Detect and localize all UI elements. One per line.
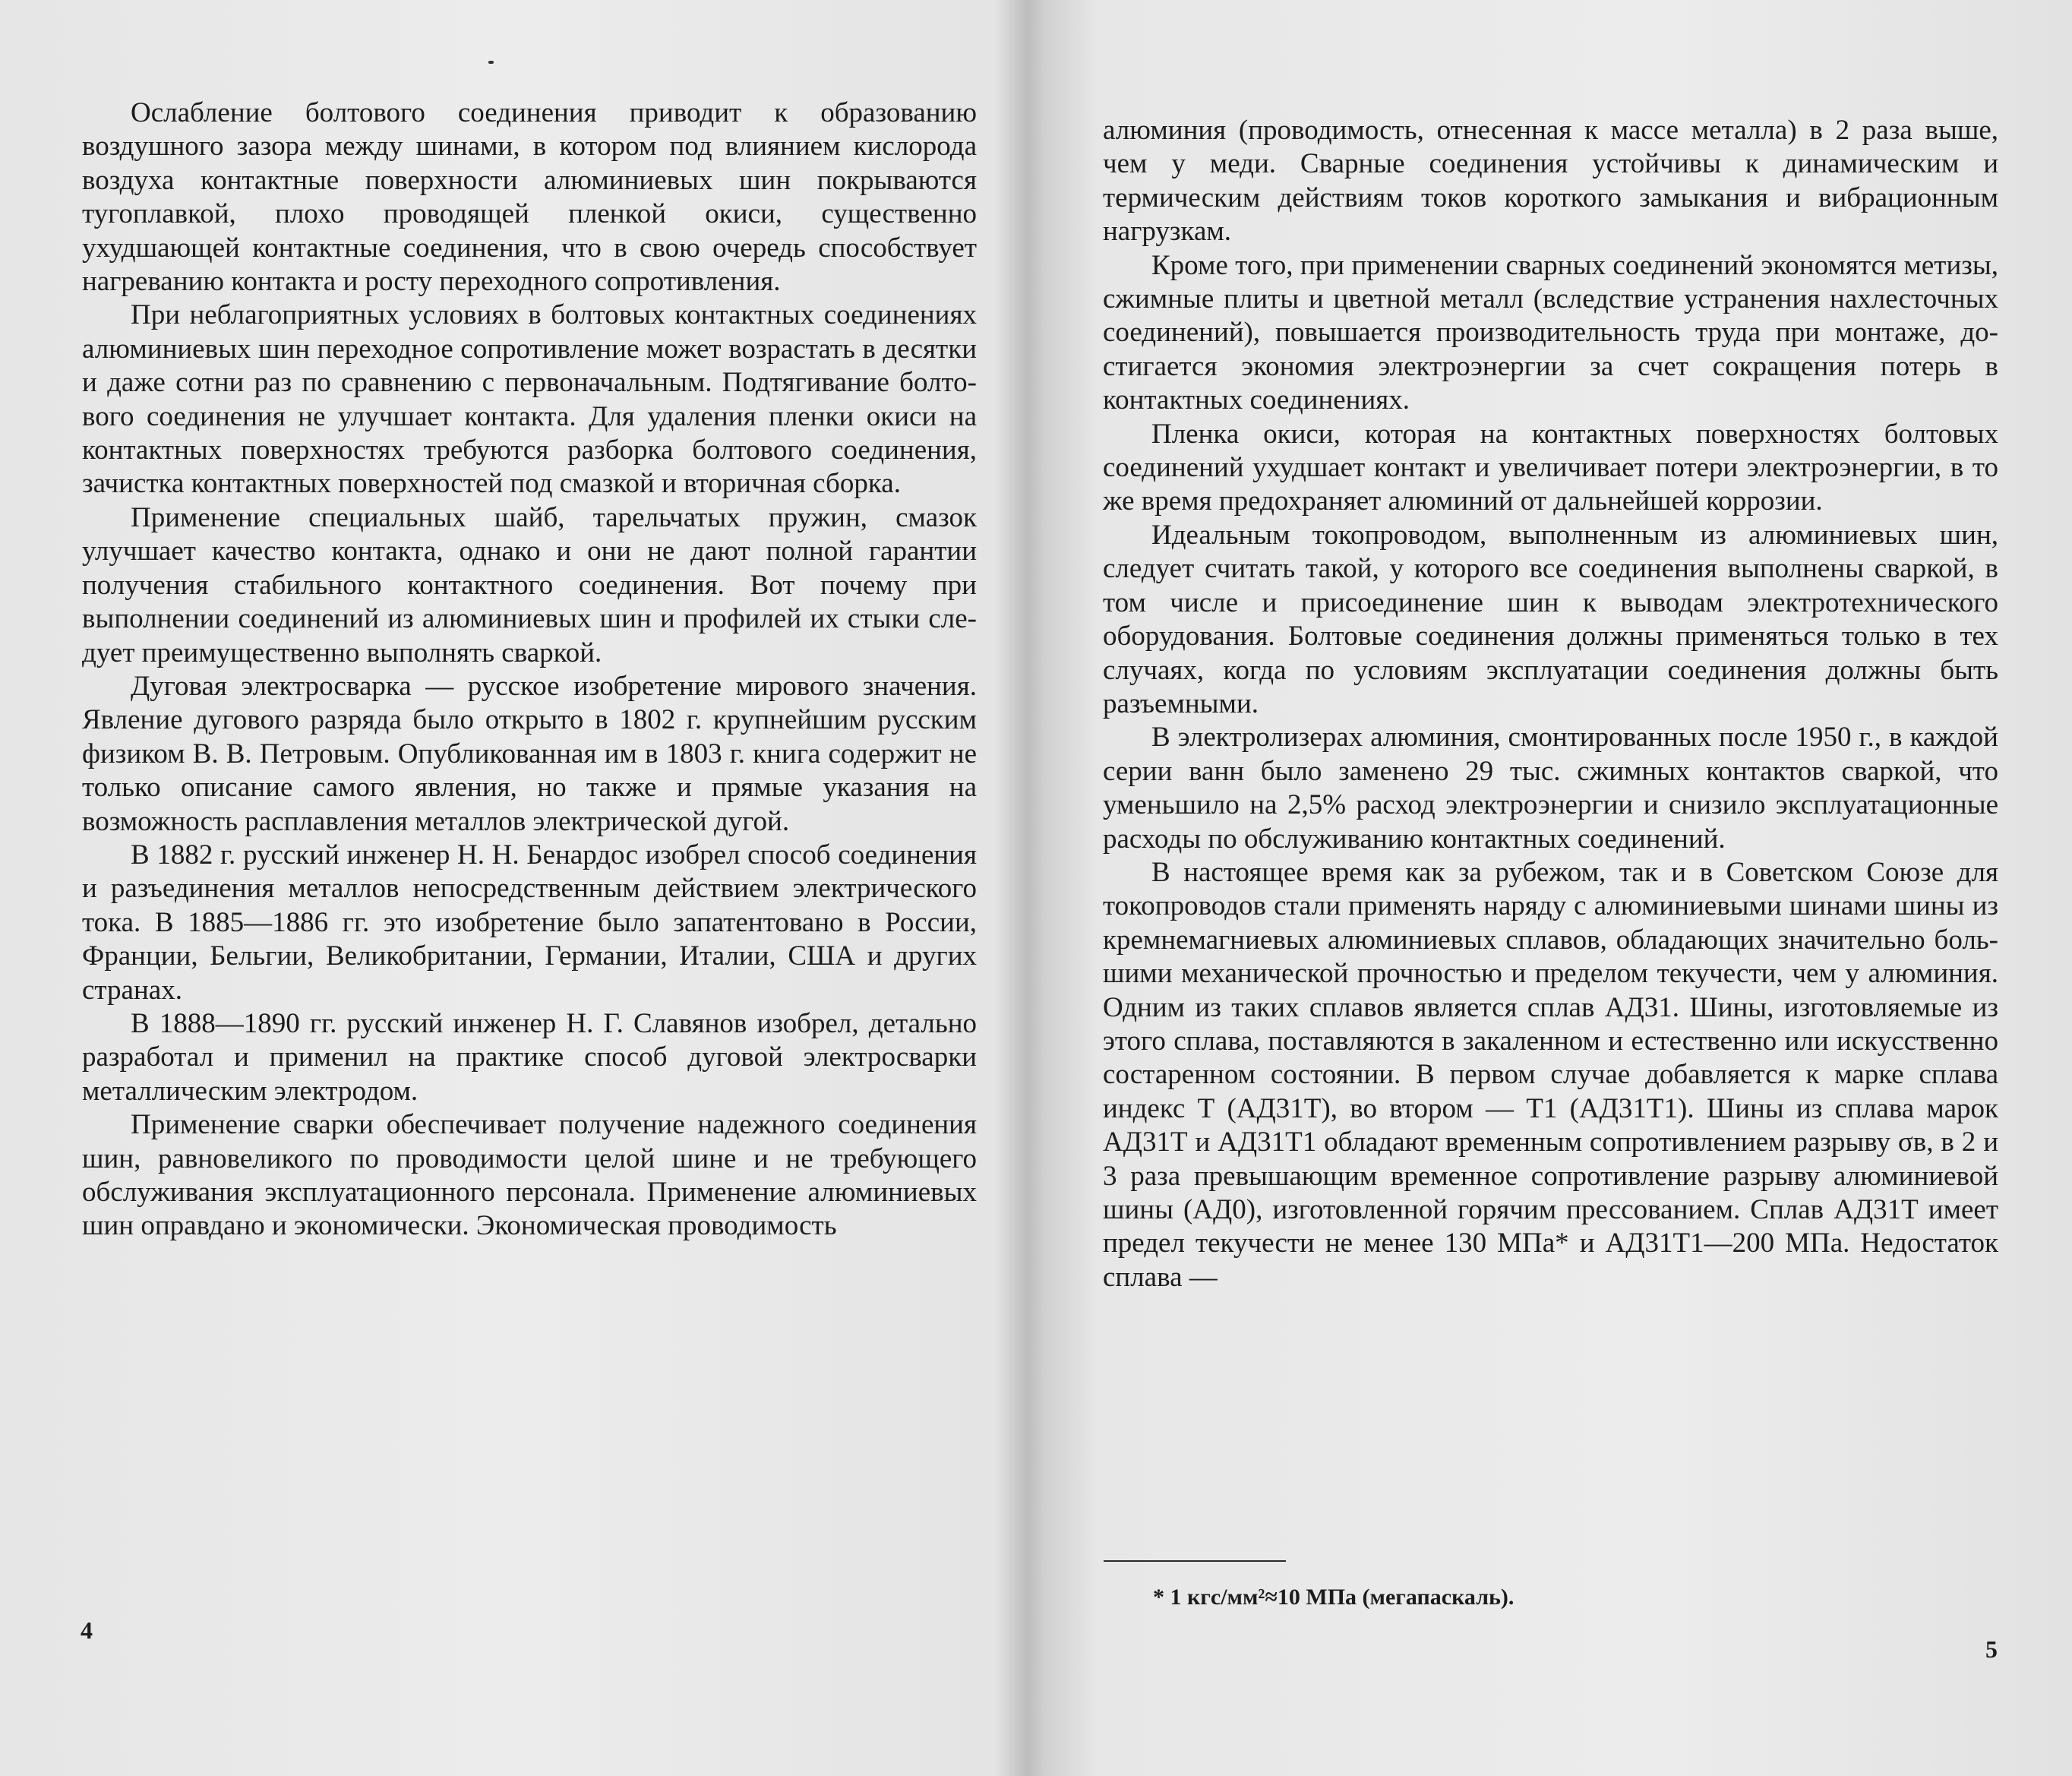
footnote-rule bbox=[1104, 1560, 1286, 1562]
left-page bbox=[0, 0, 1025, 1776]
right-page bbox=[1047, 0, 2072, 1776]
paragraph: Пленка окиси, которая на контактных поверхностях болтовых соединений ухудшает контакт и увеличивает потери электроэнергии, в то же время предохраняет алюминий от дальнейшей коррозии. bbox=[1103, 418, 1998, 517]
page-number: 5 bbox=[1985, 1635, 1998, 1663]
paragraph: Кроме того, при применении сварных соединений экономятся метизы, сжимные плиты и цветной металл (вследствие устранения нахлесточных соединений), повышается производительность труда при монтаже, достигается экономия электроэнергии за счет сокращения потерь в контактных соединениях. bbox=[1103, 249, 1998, 416]
paragraph: Применение специальных шайб, тарельчатых пружин, смазок улучшает качество контакта, однако и они не дают полной гарантии получения стабильного контактного соединения. Вот почему при выполнении соединений из алюминиевых шин и профилей их стыки следует преимущественно выполнять сваркой. bbox=[82, 501, 977, 668]
paragraph: Идеальным токопроводом, выполненным из алюминиевых шин, следует считать такой, у которого все соединения выполнены сваркой, в том числе и присоединение шин к выводам электротехнического оборудования. Болтовые соединения должны применяться только в тех случаях, когда по условиям эксплуатации соединения должны быть разъемными. bbox=[1103, 519, 1998, 719]
paragraph: Дуговая электросварка — русское изобретение мирового значения. Явление дугового разряда было открыто в 1802 г. крупнейшим русским физиком В. В. Петровым. Опубликованная им в 1803 г. книга содержит не только описание самого явления, но также и прямые указания на возможность расплавления металлов электрической дугой. bbox=[82, 670, 977, 837]
paragraph: Ослабление болтового соединения приводит к образованию воздушного зазора между шинами, в котором под влиянием кислорода воздуха контактные поверхности алюминиевых шин покрываются тугоплавкой, плохо проводящей пленкой окиси, существенно ухудшающей контактные соединения, что в свою очередь способствует нагреванию контакта и росту переходного сопротивления. bbox=[82, 97, 977, 298]
paragraph: В 1882 г. русский инженер Н. Н. Бенардос изобрел способ соединения и разъединения металлов непосредственным действием электрического тока. В 1885—1886 гг. это изобретение было запатентовано в России, Франции, Бельгии, Великобритании, Германии, Италии, США и других странах. bbox=[82, 839, 977, 1006]
paragraph: В 1888—1890 гг. русский инженер Н. Г. Славянов изобрел, детально разработал и применил на практике способ дуговой электросварки металлическим электродом. bbox=[82, 1007, 977, 1107]
paragraph: Применение сварки обеспечивает получение надежного соединения шин, равновеликого по проводимости целой шине и не требующего обслуживания эксплуатационного персонала. Применение алюминиевых шин оправдано и экономически. Экономическая проводимость bbox=[82, 1109, 977, 1242]
paragraph: В настоящее время как за рубежом, так и в Советском Союзе для токопроводов стали применять наряду с алюминиевыми шинами шины из кремнемагниевых алюминиевых сплавов, обладающих значительно большими механической прочностью и пределом текучести, чем у алюминия. Одним из таких сплавов является сплав АД31. Шины, изготовляемые из этого сплава, поставляются в закаленном и естественно или искусственно состаренном состоянии. В первом случае добавляется к марке сплава индекс Т (АД31Т), во втором — Т1 (АД31Т1). Шины из сплава марок АД31Т и АД31Т1 обладают временным сопротивлением разрыву σв, в 2 и 3 раза превышающим временное сопротивление разрыву алюминиевой шины (АД0), изготовленной горячим прессованием. Сплав АД31Т имеет предел текучести не менее 130 МПа* и АД31Т1—200 МПа. Недостаток сплава — bbox=[1103, 856, 1998, 1293]
print-speck bbox=[488, 61, 494, 64]
footnote: * 1 кгс/мм²≈10 МПа (мегапаскаль). bbox=[1153, 1585, 1515, 1610]
paragraph: При неблагоприятных условиях в болтовых контактных соединениях алюминиевых шин переходное сопротивление может возрастать в десятки и даже сотни раз по сравнению с первоначальным. Подтягивание болтового соединения не улучшает контакта. Для удаления пленки окиси на контактных поверхностях требуются разборка болтового соединения, зачистка контактных поверхностей под смазкой и вторичная сборка. bbox=[82, 299, 977, 500]
right-page-text bbox=[1103, 114, 1998, 1294]
page-number: 4 bbox=[81, 1616, 93, 1644]
left-page-text bbox=[82, 96, 977, 1244]
paragraph: алюминия (проводимость, отнесенная к массе металла) в 2 раза выше, чем у меди. Сварные соединения устойчивы к динамическим и термическим действиям токов короткого замыкания и вибрационным нагрузкам. bbox=[1103, 115, 1998, 248]
paragraph: В электролизерах алюминия, смонтированных после 1950 г., в каждой серии ванн было заменено 29 тыс. сжимных контактов сваркой, что уменьшило на 2,5% расход электроэнергии и снизило эксплуатационные расходы по обслуживанию контактных соединений. bbox=[1103, 722, 1998, 855]
